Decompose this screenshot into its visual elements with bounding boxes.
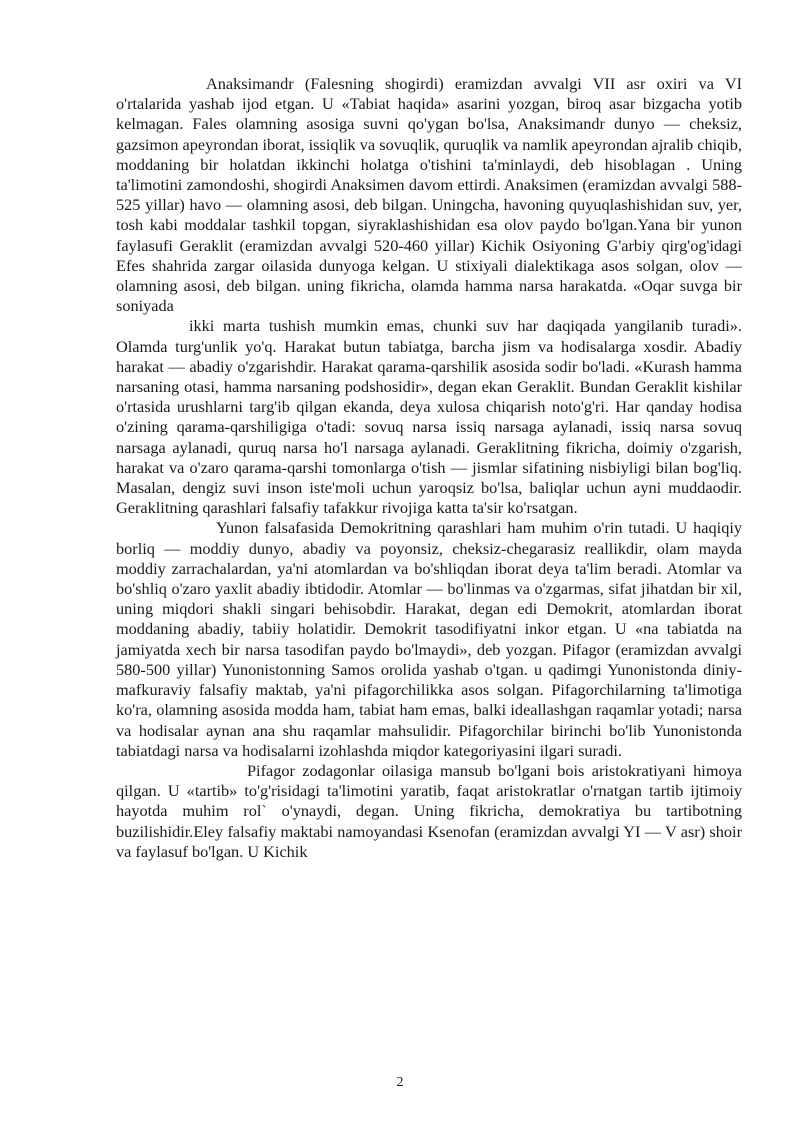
page-number: 2: [396, 1075, 404, 1090]
paragraph-geraklit: ikki marta tushish mumkin emas, chunki suv har daqiqada yangilanib turadi». Olamda turg'unlik yo'q. Harakat butun tabiatga, barcha jism va hodisalarga xosdir. Abadiy harakat — abadiy o'zgarishdir. Harakat qarama-qarshilik asosida sodir bo'ladi. «Kurash hamma narsaning otasi, hamma narsaning podshosidir», degan ekan Geraklit. Bundan Geraklit kishilar o'rtasida urushlarni targ'ib qilgan ekanda, deya xulosa chiqarish noto'g'ri. Har qanday hodisa o'zining qarama-qarshiligiga o'tadi: sovuq narsa issiq narsaga aylanadi, issiq narsa sovuq narsaga aylanadi, quruq narsa ho'l narsaga aylanadi. Geraklitning fikricha, doimiy o'zgarish, harakat va o'zaro qarama-qarshi tomonlarga o'tish — jismlar sifatining nisbiyligi bilan bog'liq. Masalan, dengiz suvi inson iste'moli uchun yaroqsiz bo'lsa, baliqlar uchun ayni muddaodir. Geraklitning qarashlari falsafiy tafakkur rivojiga katta ta'sir ko'rsatgan.: [116, 316, 742, 518]
document-body: [116, 74, 742, 862]
paragraph-demokrit: Yunon falsafasida Demokritning qarashlari ham muhim o'rin tutadi. U haqiqiy borliq — moddiy dunyo, abadiy va poyonsiz, cheksiz-chegarasiz reallikdir, olam mayda moddiy zarrachalardan, ya'ni atomlardan va bo'shliqdan iborat deya ta'lim beradi. Atomlar va bo'shliq o'zaro yaxlit abadiy ibtidodir. Atomlar — bo'linmas va o'zgarmas, sifat jihatdan bir xil, uning miqdori shakli singari behisobdir. Harakat, degan edi Demokrit, atomlardan iborat moddaning abadiy, tabiiy holatidir. Demokrit tasodifiyatni inkor etgan. U «na tabiatda na jamiyatda xech bir narsa tasodifan paydo bo'lmaydi», deb yozgan. Pifagor (eramizdan avvalgi 580-500 yillar) Yunonistonning Samos orolida yashab o'tgan. u qadimgi Yunonistonda diniy-mafkuraviy falsafiy maktab, ya'ni pifagorchilikka asos solgan. Pifagorchilarning ta'limotiga ko'ra, olamning asosida modda ham, tabiat ham emas, balki ideallashgan raqamlar yotadi; narsa va hodisalar aynan ana shu raqamlar mahsulidir. Pifagorchilar birinchi bo'lib Yunonistonda tabiatdagi narsa va hodisalarni izohlashda miqdor kategoriyasini ilgari suradi.: [116, 518, 742, 760]
paragraph-anaksimandr: Anaksimandr (Falesning shogirdi) eramizdan avvalgi VII asr oxiri va VI o'rtalarida yashab ijod etgan. U «Tabiat haqida» asarini yozgan, biroq asar bizgacha yotib kelmagan. Fales olamning asosiga suvni qo'ygan bo'lsa, Anaksimandr dunyo — cheksiz, gazsimon apeyrondan iborat, issiqlik va sovuqlik, quruqlik va namlik apeyrondan ajralib chiqib, moddaning bir holatdan ikkinchi holatga o'tishini ta'minlaydi, deb hisoblagan . Uning ta'limotini zamondoshi, shogirdi Anaksimen davom ettirdi. Anaksimen (eramizdan avvalgi 588-525 yillar) havo — olamning asosi, deb bilgan. Uningcha, havoning quyuqlashishidan suv, yer, tosh kabi moddalar tashkil topgan, siyraklashishidan esa olov paydo bo'lgan.Yana bir yunon faylasufi Geraklit (eramizdan avvalgi 520-460 yillar) Kichik Osiyoning G'arbiy qirg'og'idagi Efes shahrida zargar oilasida dunyoga kelgan. U stixiyali dialektikaga asos solgan, olov — olamning asosi, deb bilgan. uning fikricha, olamda hamma narsa harakatda. «Oqar suvga bir soniyada: [116, 74, 742, 316]
paragraph-pifagor: Pifagor zodagonlar oilasiga mansub bo'lgani bois aristokratiyani himoya qilgan. U «tartib» to'g'risidagi ta'limotini yaratib, faqat aristokratlar o'rnatgan tartib ijtimoiy hayotda muhim rol` o'ynaydi, degan. Uning fikricha, demokratiya bu tartibotning buzilishidir.Eley falsafiy maktabi namoyandasi Ksenofan (eramizdan avvalgi YI — V asr) shoir va faylasuf bo'lgan. U Kichik: [116, 760, 742, 861]
